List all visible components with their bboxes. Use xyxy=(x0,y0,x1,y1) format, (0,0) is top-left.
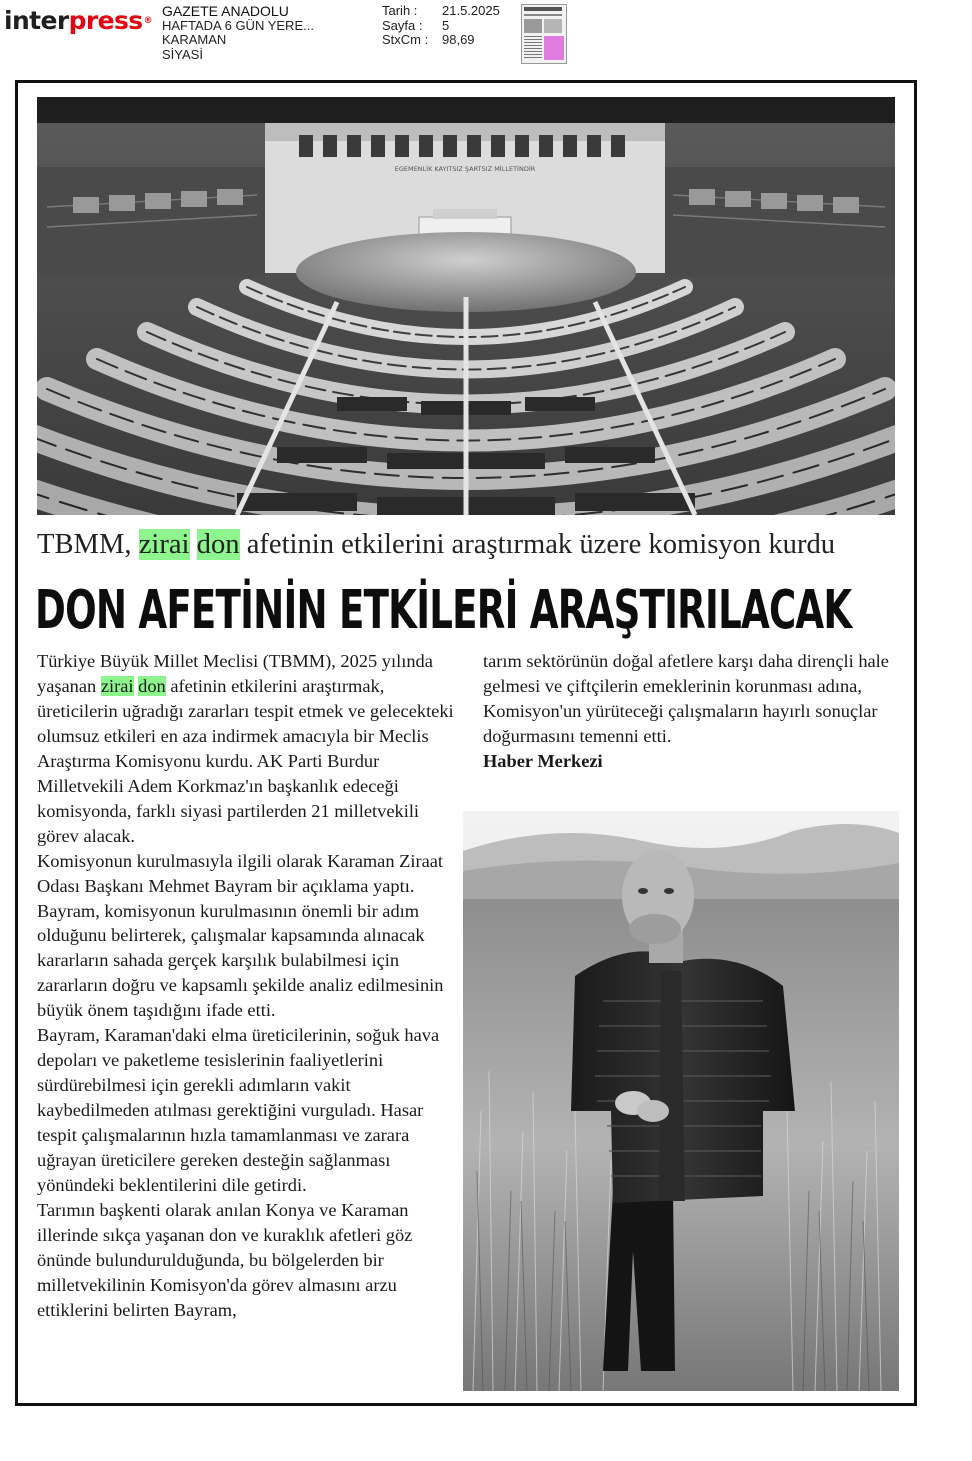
meta-date-value: 21.5.2025 xyxy=(442,3,500,18)
portrait-photo-icon xyxy=(463,811,899,1391)
page-thumbnail[interactable] xyxy=(521,4,567,64)
hall-wall-text: EGEMENLİK KAYITSIZ ŞARTSIZ MİLLETİNDİR xyxy=(394,165,536,173)
meta-page-value: 5 xyxy=(442,17,450,33)
parliament-hall-icon xyxy=(37,97,895,515)
portrait-in-wheat-field-photo xyxy=(463,811,899,1391)
registered-mark: ® xyxy=(143,16,152,26)
body-paragraph-4: Tarımın başkenti olarak anılan Konya ve Karaman illerinde sıkça yaşanan don ve kuraklık afetleri göz önünde bulundurulduğunda, bu bölgelerden bir milletvekilinin Komisyon'da görev almasını arzu ettiklerini belirten Bayram, xyxy=(37,1199,413,1320)
thumbnail-photo-right xyxy=(544,19,562,33)
logo-part-inter: inter xyxy=(4,6,69,35)
subheadline-highlight-zirai: zirai xyxy=(138,529,190,560)
publication-frequency: HAFTADA 6 GÜN YERE... xyxy=(162,17,314,33)
article-column-left xyxy=(37,649,457,1323)
thumbnail-masthead xyxy=(524,7,562,11)
interpress-logo xyxy=(4,6,152,36)
body-paragraph-1 xyxy=(37,649,457,849)
meta-page-row xyxy=(382,19,500,34)
meta-stxcm-row xyxy=(382,33,500,48)
article-column-right xyxy=(483,649,903,774)
meta-date-label: Tarih : xyxy=(382,3,418,18)
thumbnail-text xyxy=(524,36,542,58)
p1-text-before: Türkiye Büyük Millet Meclisi (TBMM), 2025 yılında yaşanan xyxy=(37,651,433,696)
publication-name: GAZETE ANADOLU xyxy=(162,3,289,19)
thumbnail-headline xyxy=(524,14,562,16)
p1-text-after: afetinin etkilerini araştırmak, üreticilerin uğradığı zararları tespit etmek ve gelecekteki olumsuz etkileri en aza indirmek amacıyla bir Meclis Araştırma Komisyonu kurdu. AK Parti Burdur Milletvekili Adem Korkmaz'ın başkanlık edeceği komisyonda, farklı siyasi partilerden 21 milletvekili görev alacak. xyxy=(37,675,454,846)
body-paragraph-3: Bayram, Karaman'daki elma üreticilerinin, soğuk hava depoları ve paketleme tesislerinin faaliyetlerini sürdürebilmesi için gerekli adımların vakit kaybedilmeden atılması gerektiğini vurguladı. Hasar tespit çalışmalarının hızla tamamlanması ve zarara uğrayan üreticilere gereken desteğin sağlanması yönündeki beklentilerini dile getirdi. xyxy=(37,1025,440,1196)
clipping-meta xyxy=(382,4,500,48)
publication-section: SİYASİ xyxy=(162,46,203,62)
meta-stxcm-label: StxCm : xyxy=(382,32,429,47)
article-byline: Haber Merkezi xyxy=(483,750,603,771)
meta-date-row xyxy=(382,4,500,19)
subheadline-text-before: TBMM, xyxy=(37,529,132,560)
meta-page-label: Sayfa : xyxy=(382,17,423,33)
body-paragraph-5: tarım sektörünün doğal afetlere karşı daha dirençli hale gelmesi ve çiftçilerin emeklerinin korunması adına, Komisyon'un yürüteceği çalışmaların hayırlı sonuçlar doğurmasını temenni etti. xyxy=(483,651,889,746)
p1-highlight-zirai: zirai xyxy=(100,675,134,696)
subheadline-highlight-don: don xyxy=(196,529,240,560)
article-headline-box xyxy=(35,572,905,640)
thumbnail-photo-left xyxy=(524,19,542,33)
logo-part-press: press xyxy=(68,6,143,35)
parliament-hall-photo xyxy=(37,97,895,515)
p1-highlight-don: don xyxy=(138,675,166,696)
article-headline: DON AFETİNİN ETKİLERİ ARAŞTIRILACAK xyxy=(35,578,852,640)
article-subheadline xyxy=(37,527,907,563)
publication-info xyxy=(162,4,314,62)
publication-city: KARAMAN xyxy=(162,32,227,47)
subheadline-text-after: afetinin etkilerini araştırmak üzere komisyon kurdu xyxy=(246,529,836,560)
thumbnail-article-highlight xyxy=(544,36,564,60)
meta-stxcm-value: 98,69 xyxy=(442,32,475,47)
body-paragraph-2: Komisyonun kurulmasıyla ilgili olarak Karaman Ziraat Odası Başkanı Mehmet Bayram bir açıklama yaptı. Bayram, komisyonun kurulmasının önemli bir adım olduğunu belirterek, çalışmalar kapsamında alınacak kararların sahada gerçek karşılık bulabilmesi için zararların doğru ve kapsamlı şekilde analiz edilmesinin büyük önem taşıdığını ifade etti. xyxy=(37,850,444,1021)
